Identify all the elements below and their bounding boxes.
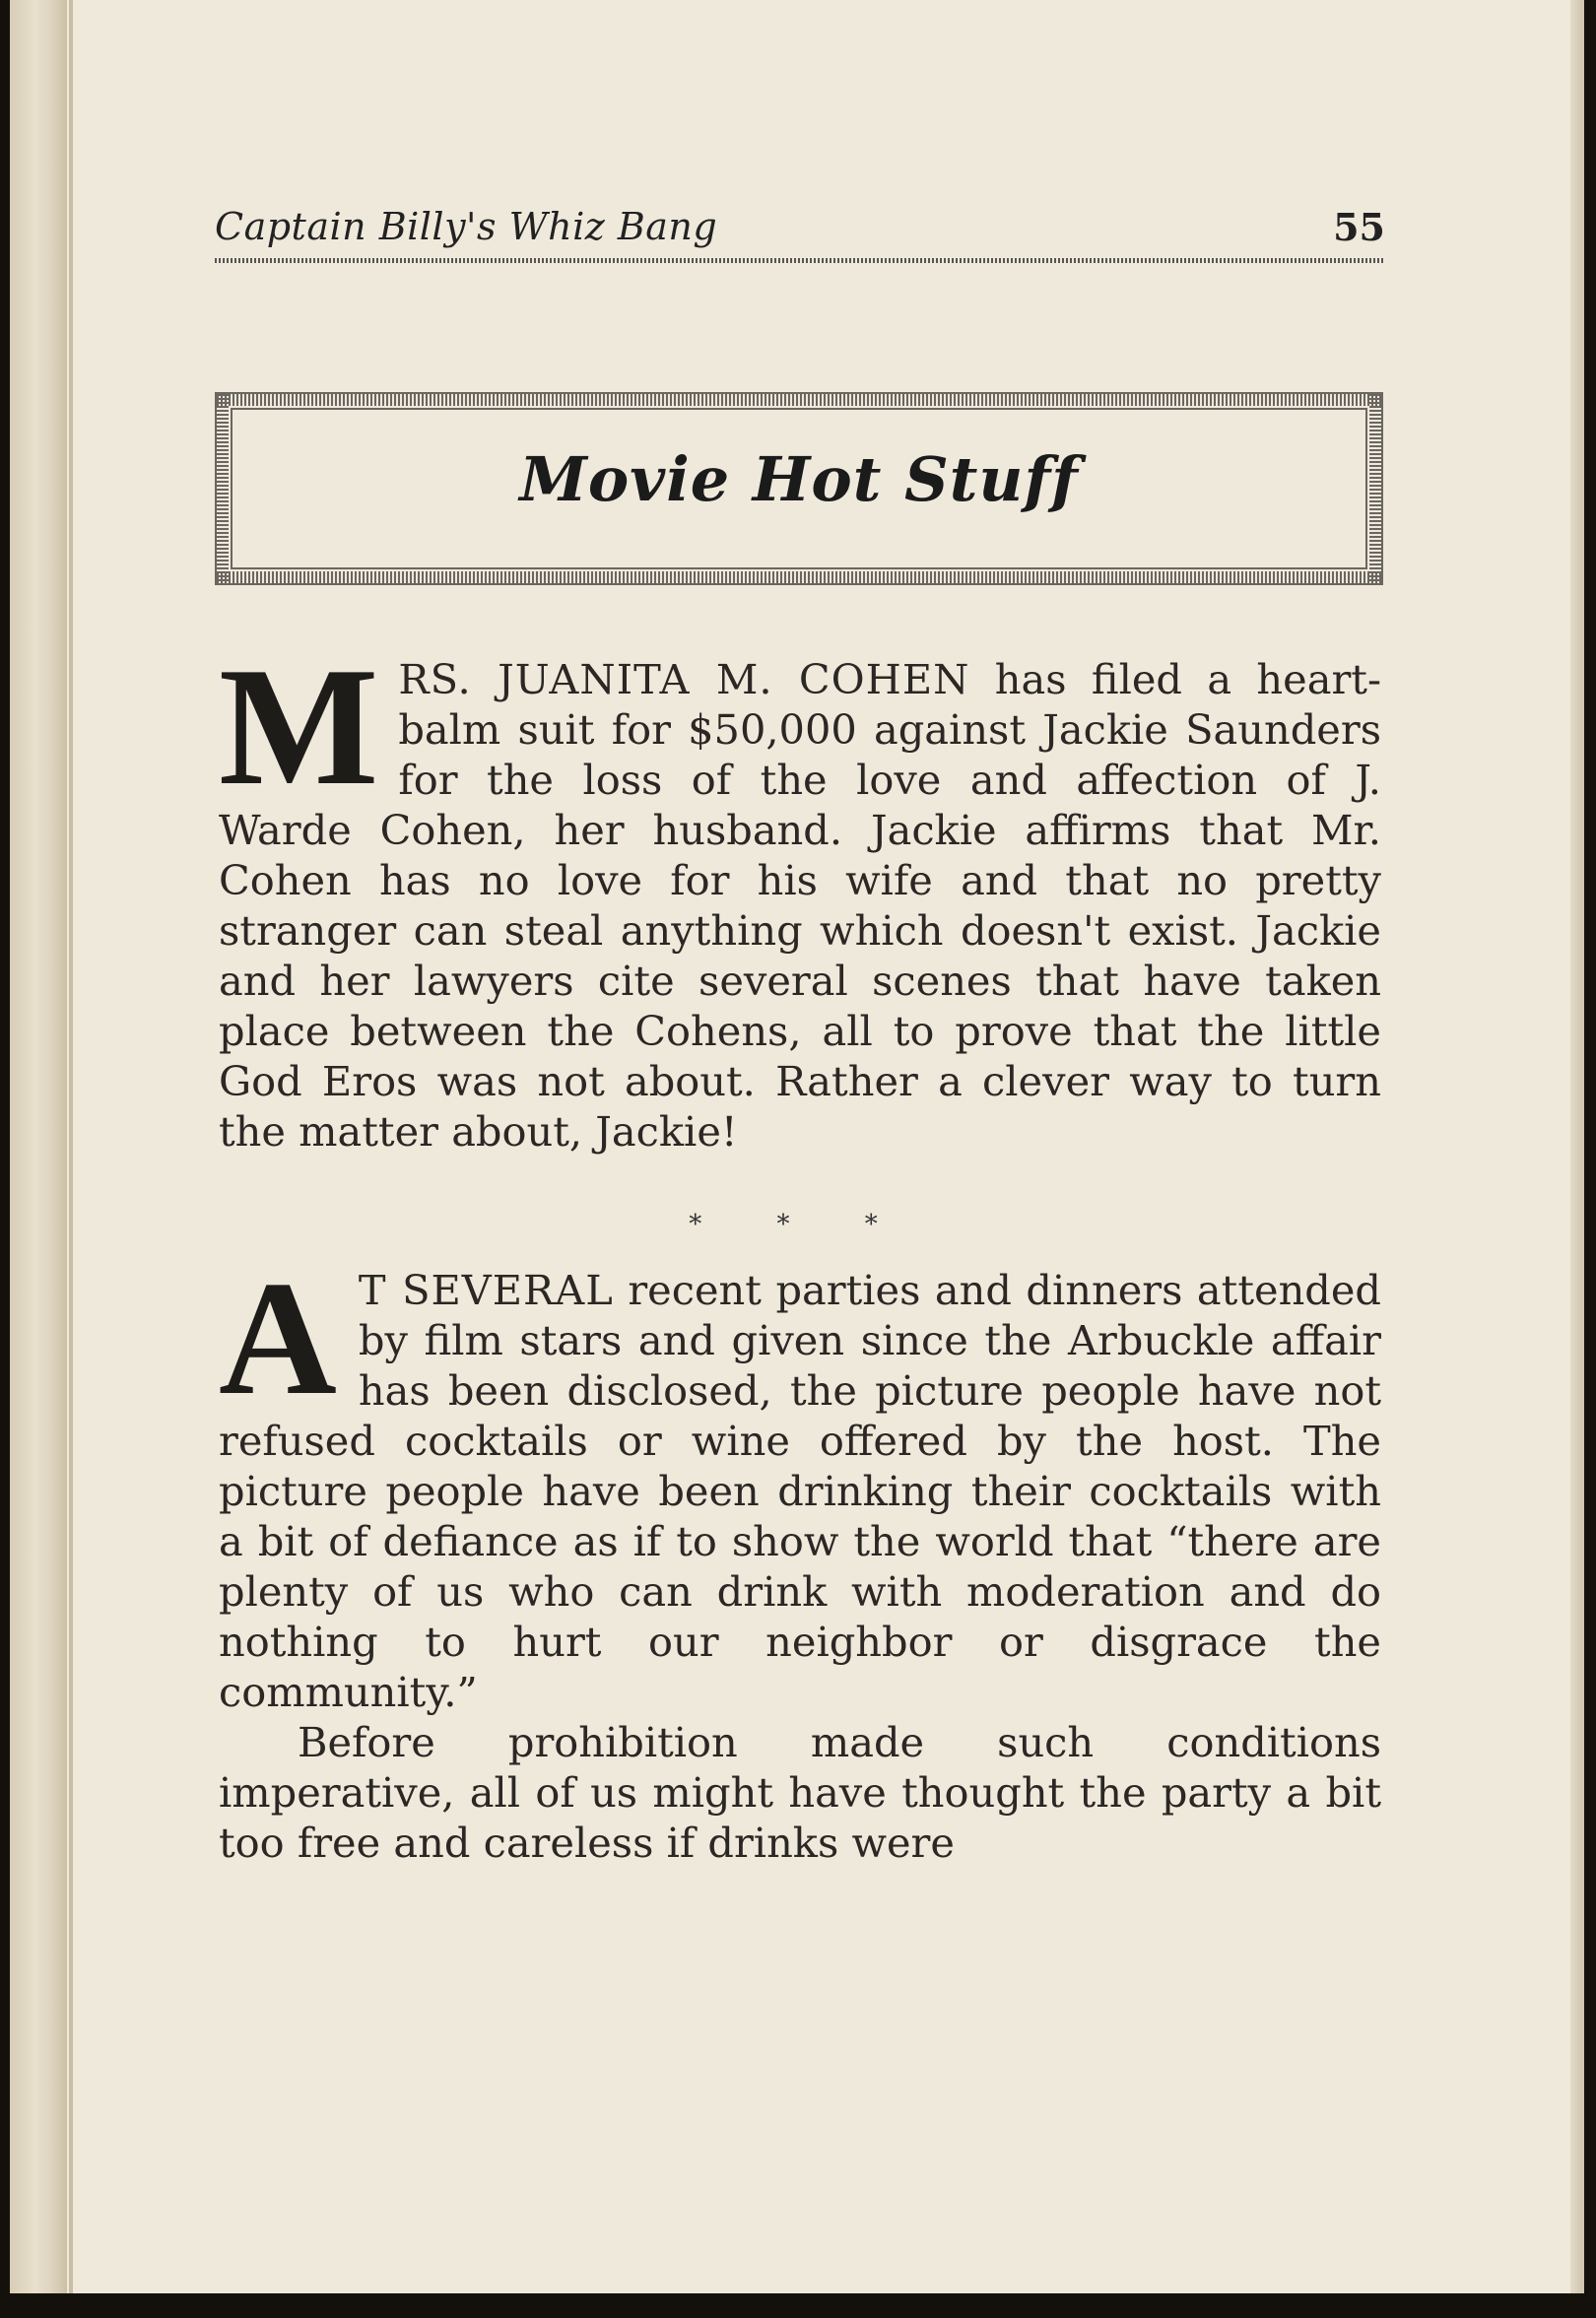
running-head bbox=[215, 205, 1385, 254]
spine-line bbox=[69, 0, 73, 2293]
article-cohen bbox=[219, 633, 1381, 1157]
paragraph-text: recent parties and dinners attended by film stars and given since the Arbuckle affair has been disclosed, the picture people have not refused cocktails or wine offered by the host. The picture people have been drinking their cocktails with a bit of defiance as if to show the world that “there are plenty of us who can drink with moderation and do nothing to hurt our neighbor or disgrace the community.” bbox=[219, 1266, 1381, 1716]
lead-in: RS. JUANITA M. COHEN bbox=[398, 655, 970, 703]
header-rule bbox=[215, 258, 1385, 263]
headline-box bbox=[215, 392, 1383, 585]
headline: Movie Hot Stuff bbox=[519, 443, 1079, 515]
article-parties bbox=[219, 1247, 1381, 1868]
paragraph-text: has filed a heart-balm suit for $50,000 against Jackie Saunders for the loss of the love and affection of J. Warde Cohen, her husband. Jackie affirms that Mr. Cohen has no love for his wife and that no pretty stranger can steal anything which doesn't exist. Jackie and her lawyers cite several scenes that have taken place between the Cohens, all to prove that the little God Eros was not about. Rather a clever way to turn the matter about, Jackie! bbox=[219, 655, 1381, 1156]
box-hatch-bottom bbox=[217, 571, 1381, 583]
box-hatch-top bbox=[217, 394, 1381, 406]
drop-cap: A bbox=[219, 1247, 337, 1428]
article-paragraph-2: Before prohibition made such conditions imperative, all of us might have thought the party a bit too free and careless if drinks were bbox=[219, 1718, 1381, 1867]
lead-in: T SEVERAL bbox=[358, 1266, 614, 1314]
article-paragraph bbox=[219, 633, 1381, 1157]
page-edge bbox=[1570, 0, 1584, 2293]
drop-cap: M bbox=[219, 633, 379, 821]
article-paragraph bbox=[219, 1247, 1381, 1717]
page-spine bbox=[10, 0, 67, 2293]
publication-title: Captain Billy's Whiz Bang bbox=[215, 205, 718, 248]
section-separator: * * * bbox=[689, 1210, 911, 1239]
page-number: 55 bbox=[1333, 205, 1385, 249]
